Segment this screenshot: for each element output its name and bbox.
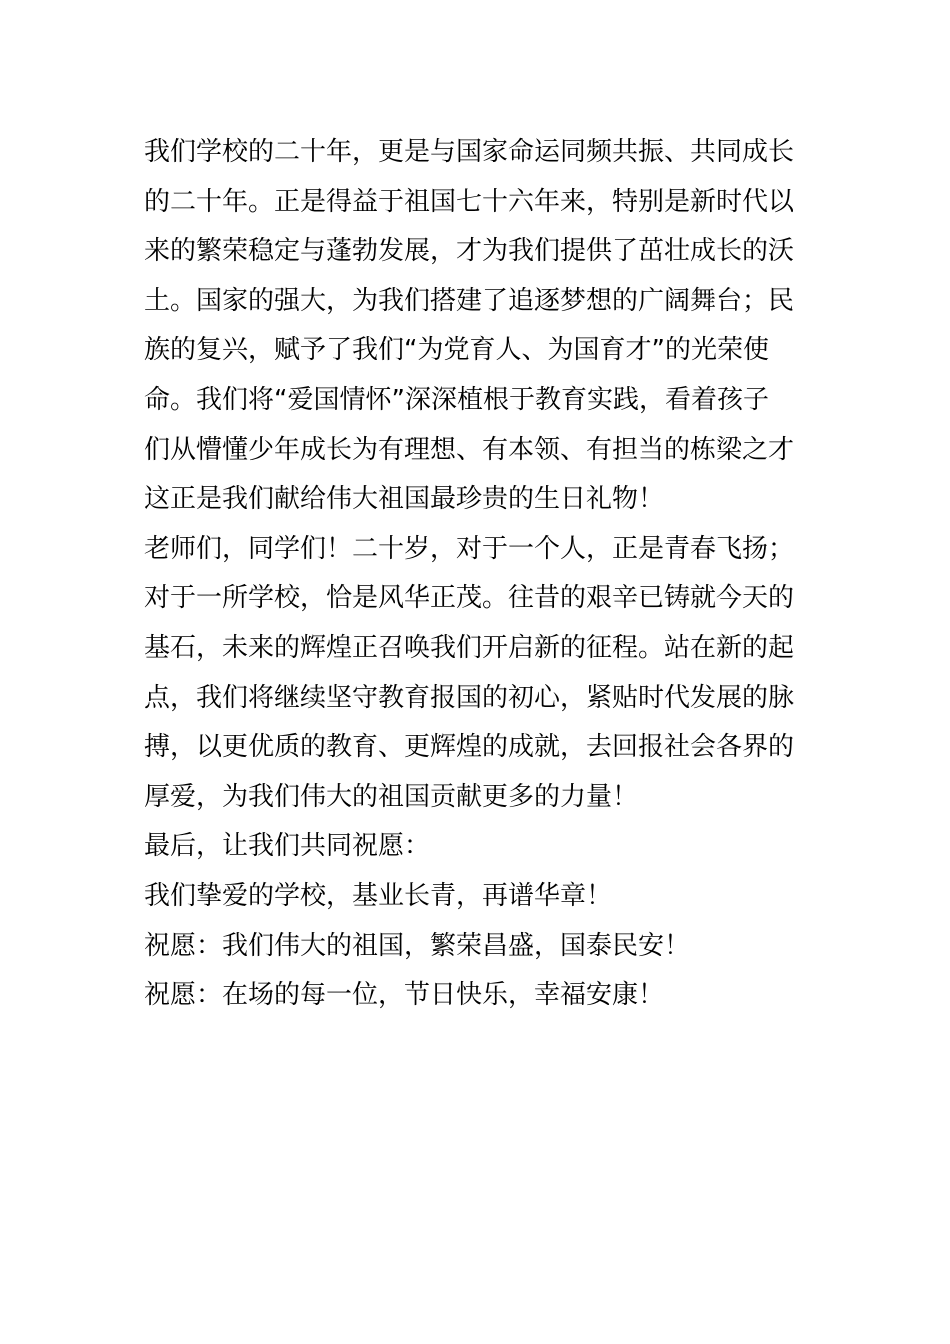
text-line: 点，我们将继续坚守教育报国的初心，紧贴时代发展的脉 (144, 682, 795, 713)
text-line: 我们学校的二十年，更是与国家命运同频共振、共同成长 (144, 137, 795, 167)
text-line: 的二十年。正是得益于祖国七十六年来，特别是新时代以 (144, 186, 795, 217)
text-line: 老师们，同学们！二十岁，对于一个人，正是青春飞扬； (144, 533, 795, 564)
text-line: 搏，以更优质的教育、更辉煌的成就，去回报社会各界的 (144, 732, 795, 763)
speech-body (144, 128, 812, 1021)
text-line: 祝愿：在场的每一位，节日快乐，幸福安康！ (144, 980, 665, 1011)
text-line: 厚爱，为我们伟大的祖国贡献更多的力量！ (144, 781, 639, 812)
text-line: 我们挚爱的学校，基业长青，再谱华章！ (144, 880, 613, 911)
text-line: 这正是我们献给伟大祖国最珍贵的生日礼物！ (144, 484, 665, 515)
text-line: 最后，让我们共同祝愿： (144, 831, 431, 862)
text-line: 基石，未来的辉煌正召唤我们开启新的征程。站在新的起 (144, 632, 795, 663)
text-line: 命。我们将“爱国情怀”深深植根于教育实践，看着孩子 (144, 384, 769, 415)
text-line: 们从懵懂少年成长为有理想、有本领、有担当的栋梁之才 (144, 434, 795, 465)
text-line: 祝愿：我们伟大的祖国，繁荣昌盛，国泰民安！ (144, 930, 691, 961)
text-line: 族的复兴，赋予了我们“为党育人、为国育才”的光荣使 (144, 335, 769, 366)
text-line: 土。国家的强大，为我们搭建了追逐梦想的广阔舞台；民 (144, 285, 795, 316)
text-line: 对于一所学校，恰是风华正茂。往昔的艰辛已铸就今天的 (144, 583, 795, 614)
text-line: 来的繁荣稳定与蓬勃发展，才为我们提供了茁壮成长的沃 (144, 236, 795, 267)
